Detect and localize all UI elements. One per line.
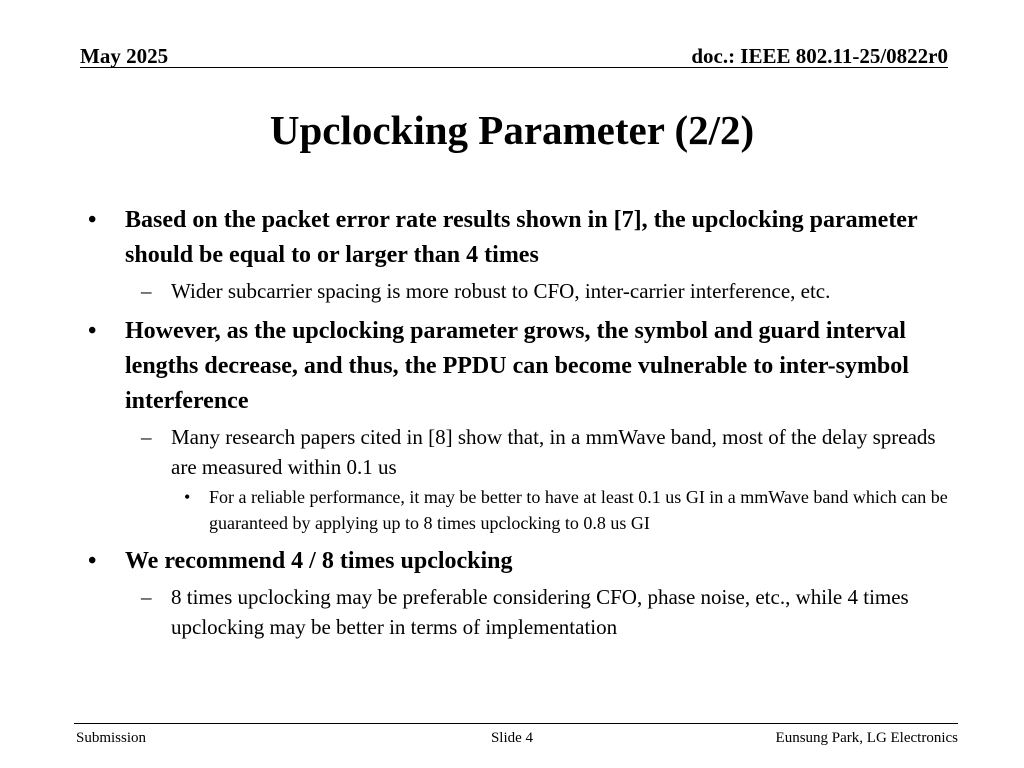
sub-bullet-text: 8 times upclocking may be preferable considering CFO, phase noise, etc., while 4 times upclocking may be better in terms of implementation [171,585,909,639]
header-date: May 2025 [80,44,169,68]
sub-bullet-text: Many research papers cited in [8] show that, in a mmWave band, most of the delay spreads are measured within 0.1 us [171,425,936,479]
sub-sub-bullet [88,484,964,536]
bullet-text: We recommend 4 / 8 times upclocking [125,548,513,574]
sub-bullet [88,276,964,306]
bullet-text: However, as the upclocking parameter grows, the symbol and guard interval lengths decrease, and thus, the PPDU can become vulnerable to inter-symbol interference [125,318,909,414]
header-rule [80,67,948,68]
bullet-text: Based on the packet error rate results shown in [7], the upclocking parameter should be equal to or larger than 4 times [125,207,918,268]
sub-bullet-text: Wider subcarrier spacing is more robust to CFO, inter-carrier interference, etc. [171,279,831,303]
footer-slide-number: Slide 4 [490,730,534,746]
dash-icon: – [141,585,152,609]
slide-body [88,203,964,642]
footer-author: Eunsung Park, LG Electronics [775,730,958,746]
bullet-dot-icon: • [88,207,97,233]
dash-icon: – [141,425,152,449]
footer-submission: Submission [76,730,147,746]
bullet [88,314,964,419]
footer-rule [74,723,958,724]
dash-icon: – [141,279,152,303]
slide-title: Upclocking Parameter (2/2) [269,107,755,153]
bullet [88,203,964,273]
bullet-dot-icon: • [88,318,97,344]
sub-bullet [88,422,964,482]
bullet-dot-icon: • [88,548,97,574]
bullet [88,544,964,579]
bullet-dot-icon: • [184,487,191,507]
sub-sub-bullet-text: For a reliable performance, it may be better to have at least 0.1 us GI in a mmWave band which can be guaranteed by applying up to 8 times upclocking to 0.8 us GI [209,487,948,533]
header-doc-id: doc.: IEEE 802.11-25/0822r0 [691,44,948,68]
sub-bullet [88,582,964,642]
